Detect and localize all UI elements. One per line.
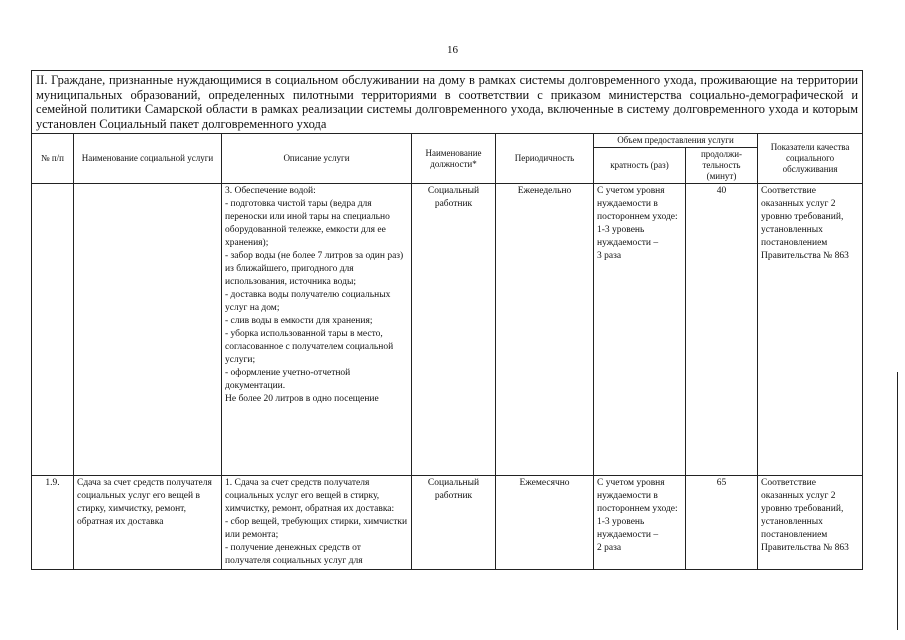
scan-edge-line [897, 372, 898, 630]
header-num: № п/п [32, 134, 74, 184]
header-periodicity: Периодичность [496, 134, 594, 184]
row-duration: 65 [686, 476, 758, 570]
row-position: Социальный работник [412, 184, 496, 476]
row-service-name: Сдача за счет средств получателя социальных услуг его вещей в стирку, химчистку, ремонт, обратная их доставка [74, 476, 222, 570]
row-periodicity: Ежемесячно [496, 476, 594, 570]
header-description: Описание услуги [222, 134, 412, 184]
row-description: 3. Обеспечение водой: - подготовка чистой тары (ведра для переноски или иной тары на специально оборудованной тележке, емкости для ее хранения); - забор воды (не более 7 литров за один раз) из ближайшего, пригодного для использования, источника воды; - доставка воды получателю социальных услуг на дом; - слив воды в емкости для хранения; - уборка использованной тары в место, согласованное с получателем социальной услуги; - оформление учетно-отчетной документации. Не более 20 литров в одно посещение [222, 184, 412, 476]
row-quality: Соответствие оказанных услуг 2 уровню требований, установленных постановлением Правительства № 863 [758, 184, 863, 476]
row-service-name [74, 184, 222, 476]
header-row-1 [32, 134, 863, 148]
header-duration: продолжи-тельность (минут) [686, 148, 758, 184]
row-multiplicity: С учетом уровня нуждаемости в постороннем уходе: 1-3 уровень нуждаемости – 3 раза [594, 184, 686, 476]
row-num [32, 184, 74, 476]
row-num: 1.9. [32, 476, 74, 570]
services-table [31, 70, 863, 570]
row-periodicity: Еженедельно [496, 184, 594, 476]
section-row [32, 71, 863, 134]
header-name: Наименование социальной услуги [74, 134, 222, 184]
header-multiplicity: кратность (раз) [594, 148, 686, 184]
header-position: Наименование должности* [412, 134, 496, 184]
header-quality: Показатели качества социального обслуживания [758, 134, 863, 184]
row-duration: 40 [686, 184, 758, 476]
row-position: Социальный работник [412, 476, 496, 570]
header-volume-group: Объем предоставления услуги [594, 134, 758, 148]
row-quality: Соответствие оказанных услуг 2 уровню требований, установленных постановлением Правительства № 863 [758, 476, 863, 570]
table-row [32, 184, 863, 476]
section-title: II. Граждане, признанные нуждающимися в социальном обслуживании на дому в рамках системы долговременного ухода, проживающие на территории муниципальных образований, определенных пилотными территориями в соответствии с приказом министерства социально-демографической и семейной политики Самарской области в рамках реализации системы долговременного ухода, включенные в систему долговременного ухода и которым установлен Социальный пакет долговременного ухода [32, 71, 863, 134]
page-number: 16 [447, 44, 458, 56]
table-row [32, 476, 863, 570]
row-description: 1. Сдача за счет средств получателя социальных услуг его вещей в стирку, химчистку, ремонт, обратная их доставка: - сбор вещей, требующих стирки, химчистки или ремонта; - получение денежных средств от получателя социальных услуг для [222, 476, 412, 570]
row-multiplicity: С учетом уровня нуждаемости в постороннем уходе: 1-3 уровень нуждаемости – 2 раза [594, 476, 686, 570]
